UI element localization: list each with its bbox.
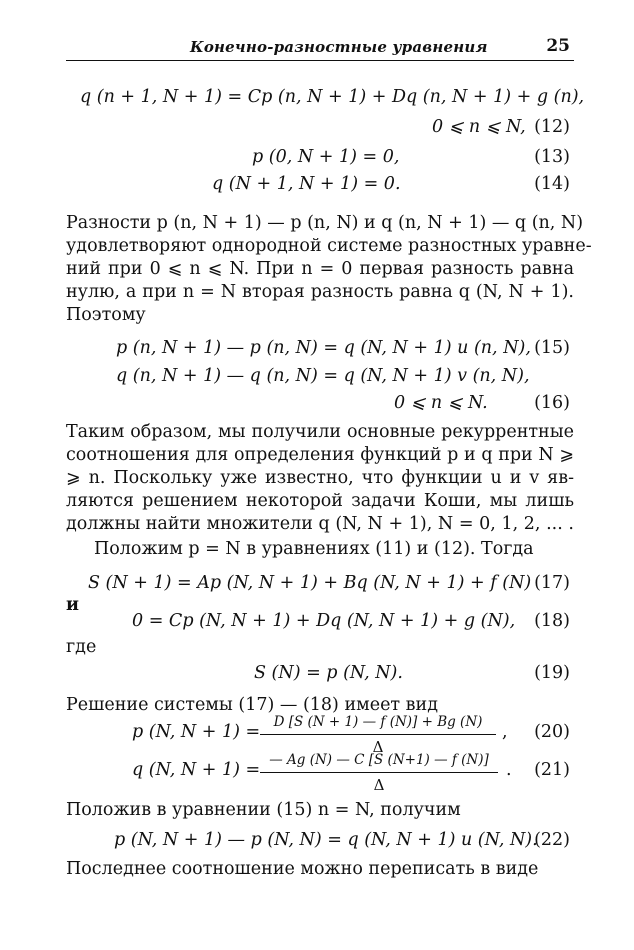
equation-13-number: (13) xyxy=(534,147,570,167)
paragraph-1-text: Поэтому xyxy=(66,305,146,325)
equation-21-lhs: q (N, N + 1) = xyxy=(132,760,261,780)
paragraph-1-text: нулю, а при n = N вторая разность равна q (N, N + 1). xyxy=(66,282,574,302)
equation-18-number: (18) xyxy=(534,611,570,631)
equation-15-formula: p (n, N + 1) — p (n, N) = q (N, N + 1) u (n, N), xyxy=(116,338,531,358)
paragraph-5-text: Положив в уравнении (15) n = N, получим xyxy=(66,800,461,820)
paragraph-2-text: соотношения для определения функций p и q при N ⩾ xyxy=(66,445,574,465)
equation-14-formula: q (N + 1, N + 1) = 0. xyxy=(212,174,401,194)
page-number: 25 xyxy=(546,36,570,56)
equation-16-line1 xyxy=(66,363,574,389)
paragraph-2-text: ⩾ n. Поскольку уже известно, что функции u и v яв- xyxy=(66,468,574,488)
word-and: и xyxy=(66,595,79,615)
paragraph-3-text: Положим p = N в уравнениях (11) и (12). Тогда xyxy=(94,539,534,559)
paragraph-1-text: удовлетворяют однородной системе разностных уравне- xyxy=(66,236,592,256)
equation-12-line1 xyxy=(66,84,585,110)
paragraph-5-line xyxy=(66,797,574,823)
equation-20-lhs: p (N, N + 1) = xyxy=(132,722,261,742)
equation-21 xyxy=(66,744,574,804)
header-title: Конечно-разностные уравнения xyxy=(190,38,488,56)
equation-21-number: (21) xyxy=(534,760,570,780)
equation-20-number: (20) xyxy=(534,722,570,742)
equation-22-number: (22) xyxy=(534,830,570,850)
equation-19-formula: S (N) = p (N, N). xyxy=(254,663,403,683)
equation-19-number: (19) xyxy=(534,663,570,683)
equation-12-formula: q (n + 1, N + 1) = Cp (n, N + 1) + Dq (n, N + 1) + g (n), xyxy=(80,87,585,107)
paragraph-3-line xyxy=(66,536,574,562)
equation-15 xyxy=(66,335,574,361)
equation-14 xyxy=(66,171,574,197)
equation-20-numerator: D [S (N + 1) — f (N)] + Bg (N) xyxy=(273,714,483,730)
paragraph-2-text: ляются решением некоторой задачи Коши, мы лишь xyxy=(66,491,574,511)
paragraph-1-text: ний при 0 ⩽ n ⩽ N. При n = 0 первая разность равна xyxy=(66,259,574,279)
equation-13 xyxy=(66,144,574,170)
paragraph-2-text: Таким образом, мы получили основные рекуррентные xyxy=(66,422,574,442)
equation-20-fraction-bar xyxy=(260,734,496,735)
equation-20-denominator: Δ xyxy=(372,738,384,756)
paragraph-6-line xyxy=(66,856,574,882)
equation-21-fraction-bar xyxy=(260,772,498,773)
equation-17-formula: S (N + 1) = Ap (N, N + 1) + Bq (N, N + 1) + f (N) xyxy=(88,573,532,593)
equation-22 xyxy=(66,827,574,853)
equation-12-condition: 0 ⩽ n ⩽ N, xyxy=(432,117,526,137)
equation-13-formula: p (0, N + 1) = 0, xyxy=(252,147,400,167)
paragraph-6-text: Последнее соотношение можно переписать в виде xyxy=(66,859,539,879)
equation-17-number: (17) xyxy=(534,573,570,593)
equation-12-line2 xyxy=(66,114,574,140)
equation-16-formula: q (n, N + 1) — q (n, N) = q (N, N + 1) v (n, N), xyxy=(116,366,530,386)
equation-14-number: (14) xyxy=(534,174,570,194)
word-where-line xyxy=(66,634,574,660)
equation-21-numerator: — Ag (N) — C [S (N+1) — f (N)] xyxy=(269,752,489,768)
running-header xyxy=(66,36,574,61)
paragraph-4-text: Решение системы (17) — (18) имеет вид xyxy=(66,695,438,715)
equation-18-formula: 0 = Cp (N, N + 1) + Dq (N, N + 1) + g (N), xyxy=(132,611,516,631)
equation-19 xyxy=(66,660,574,686)
equation-16-number: (16) xyxy=(534,393,570,413)
word-where: где xyxy=(66,637,97,657)
equation-12-number: (12) xyxy=(534,117,570,137)
equation-18 xyxy=(66,608,574,634)
equation-21-denominator: Δ xyxy=(373,776,385,794)
equation-21-punct: . xyxy=(506,760,512,780)
equation-16-line2 xyxy=(66,390,574,416)
equation-20-punct: , xyxy=(502,722,508,742)
paragraph-1-line xyxy=(66,302,574,328)
paragraph-2-text: должны найти множители q (N, N + 1), N = 0, 1, 2, ... . xyxy=(66,514,574,534)
paragraph-2-line xyxy=(66,511,574,537)
equation-15-number: (15) xyxy=(534,338,570,358)
paragraph-1-text: Разности p (n, N + 1) — p (n, N) и q (n, N + 1) — q (n, N) xyxy=(66,213,584,233)
equation-22-formula: p (N, N + 1) — p (N, N) = q (N, N + 1) u (N, N). xyxy=(114,830,538,850)
equation-16-condition: 0 ⩽ n ⩽ N. xyxy=(394,393,488,413)
